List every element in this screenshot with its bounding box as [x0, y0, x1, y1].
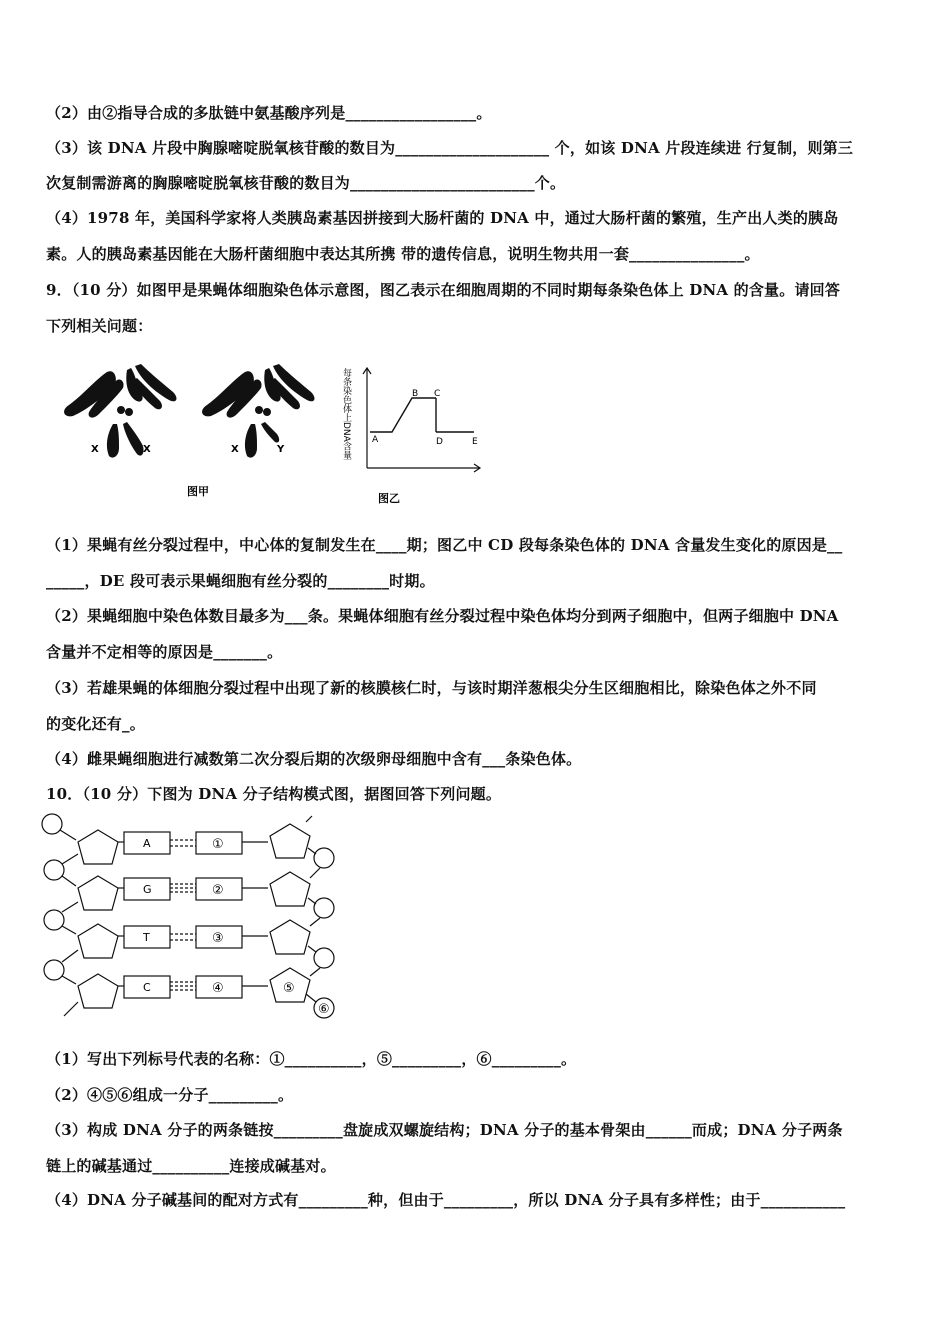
q9-part3-line1: （3）若雄果蝇的体细胞分裂过程中出现了新的核膜核仁时，与该时期洋葱根尖分生区细胞相比，除染色体之外不同: [46, 679, 817, 697]
chrom-label-x3: X: [231, 444, 239, 455]
chrom-label-y: Y: [277, 444, 285, 455]
figure-dna-content-graph: [340, 360, 490, 505]
label-pentose-5: ⑤: [283, 981, 295, 996]
q8-part3-line1: （3）该 DNA 片段中胸腺嘧啶脱氧核苷酸的数目为____________________ 个，如该 DNA 片段连续进 行复制，则第三: [46, 139, 854, 157]
figure-chromosomes-male: [195, 360, 340, 490]
q10-part3-line1: （3）构成 DNA 分子的两条链按_________盘旋成双螺旋结构；DNA 分子的基本骨架由______而成；DNA 分子两条: [46, 1121, 843, 1139]
male-karyotype: [202, 364, 314, 458]
chrom-label-x2: X: [143, 444, 151, 455]
q10-stem: 10．（10 分）下图为 DNA 分子结构模式图，据图回答下列问题。: [46, 785, 502, 803]
figure-dna-structure: [40, 812, 340, 1022]
q10-part2: （2）④⑤⑥组成一分子_________。: [46, 1086, 294, 1104]
q9-part4: （4）雌果蝇细胞进行减数第二次分裂后期的次级卵母细胞中含有___条染色体。: [46, 750, 582, 768]
base-left-2: G: [143, 883, 152, 896]
q9-stem-line2: 下列相关问题：: [46, 317, 153, 335]
base-right-3: ③: [212, 931, 224, 946]
q8-part4-line2: 素。人的胰岛素基因能在大肠杆菌细胞中表达其所携 带的遗传信息，说明生物共用一套_______________。: [46, 245, 760, 263]
base-left-4: C: [143, 981, 151, 994]
graph-point-e: E: [472, 437, 478, 447]
q10-part4: （4）DNA 分子碱基间的配对方式有_________种，但由于_________，所以 DNA 分子具有多样性；由于___________: [46, 1191, 846, 1209]
q8-part4-line1: （4）1978 年，美国科学家将人类胰岛素基因拼接到大肠杆菌的 DNA 中，通过大肠杆菌的繁殖，生产出人类的胰岛: [46, 209, 839, 227]
dna-backbone-right: [270, 816, 334, 1018]
q8-part3-line2: 次复制需游离的胸腺嘧啶脱氧核苷酸的数目为________________________个。: [46, 174, 566, 192]
figure-a-label: 图甲: [187, 485, 209, 498]
graph-curve: [370, 398, 436, 432]
base-left-3: T: [143, 931, 150, 944]
q9-part1-line2: _____，DE 段可表示果蝇细胞有丝分裂的________时期。: [46, 572, 435, 590]
graph-point-a: A: [372, 435, 379, 445]
graph-point-d: D: [436, 437, 443, 447]
graph-point-b: B: [412, 389, 419, 399]
base-right-1: ①: [212, 837, 224, 852]
graph-point-c: C: [434, 389, 441, 399]
q9-stem-line1: 9．（10 分）如图甲是果蝇体细胞染色体示意图，图乙表示在细胞周期的不同时期每条染色体上 DNA 的含量。请回答: [46, 281, 841, 299]
label-phosphate-6: ⑥: [318, 1002, 330, 1017]
q9-part3-line2: 的变化还有_。: [46, 715, 145, 733]
q9-part2-line2: 含量并不定相等的原因是_______。: [46, 643, 283, 661]
chrom-label-x1: X: [91, 444, 99, 455]
q10-part1: （1）写出下列标号代表的名称：①__________，⑤_________，⑥_________。: [46, 1050, 577, 1068]
base-right-2: ②: [212, 883, 224, 898]
q8-part2: （2）由②指导合成的多肽链中氨基酸序列是_________________。: [46, 104, 492, 122]
base-right-4: ④: [212, 981, 224, 996]
dna-base-pairs: [118, 832, 268, 998]
graph-ylabel: 每条染色体上DNA含量: [341, 368, 351, 460]
q9-part2-line1: （2）果蝇细胞中染色体数目最多为___条。果蝇体细胞有丝分裂过程中染色体均分到两子细胞中，但两子细胞中 DNA: [46, 607, 839, 625]
figure-b-label: 图乙: [378, 492, 400, 505]
q9-part1-line1: （1）果蝇有丝分裂过程中，中心体的复制发生在____期；图乙中 CD 段每条染色体的 DNA 含量发生变化的原因是__: [46, 536, 843, 554]
female-karyotype: [64, 364, 176, 458]
base-left-1: A: [143, 837, 151, 850]
dna-backbone-left: [42, 814, 118, 1016]
q10-part3-line2: 链上的碱基通过__________连接成碱基对。: [46, 1157, 336, 1175]
